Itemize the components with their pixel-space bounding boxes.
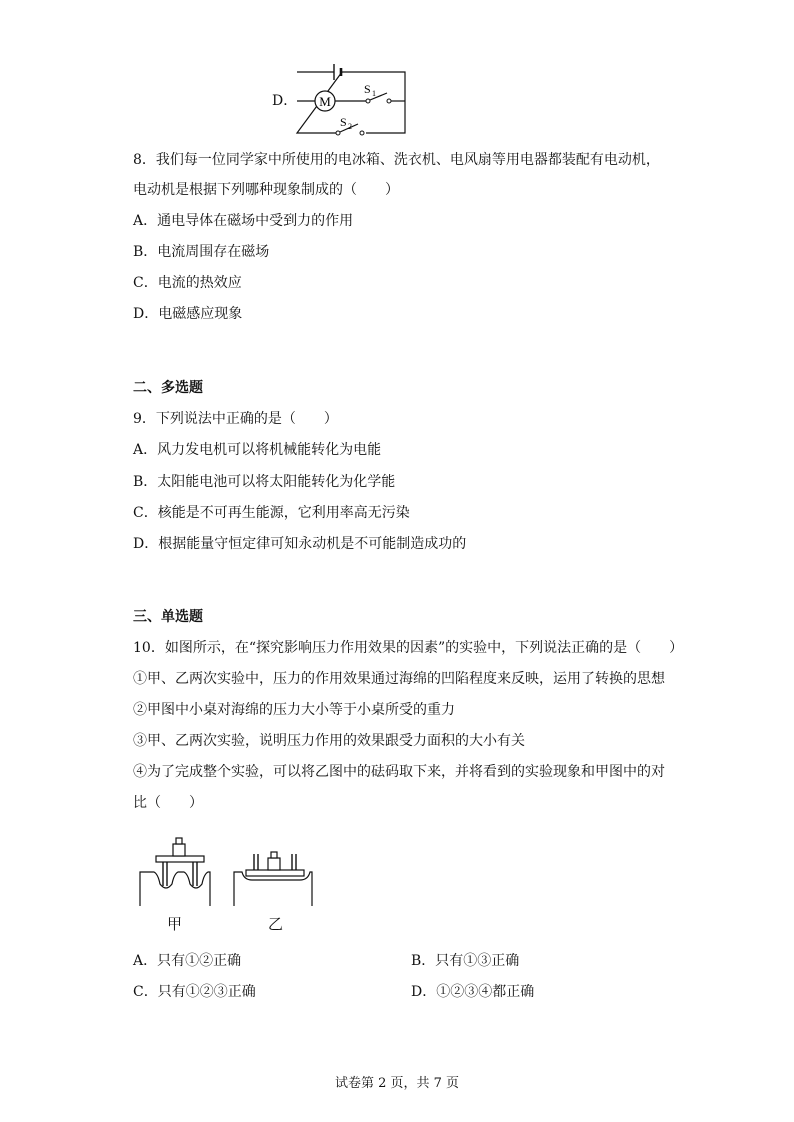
circuit-diagram: [292, 60, 414, 138]
page-footer: 试卷第 2 页，共 7 页: [334, 1076, 460, 1091]
q10-stem: 10．如图所示，在“探究影响压力作用效果的因素”的实验中，下列说法正确的是（ ）: [133, 640, 684, 656]
q8-option-d: D．电磁感应现象: [133, 306, 243, 322]
q9-stem: 9．下列说法中正确的是（ ）: [133, 411, 338, 427]
q9-option-c: C．核能是不可再生能源，它利用率高无污染: [133, 505, 410, 521]
q10-option-a: A．只有①②正确: [133, 953, 242, 969]
q8-stem-line2: 电动机是根据下列哪种现象制成的（ ）: [133, 182, 399, 198]
q9-option-b: B．太阳能电池可以将太阳能转化为化学能: [133, 474, 396, 490]
q8-option-b: B．电流周围存在磁场: [133, 244, 270, 260]
sponge-jia: [140, 872, 210, 906]
switch1-label: S: [364, 82, 371, 96]
q10-option-d: D．①②③④都正确: [411, 984, 535, 1000]
q9-option-d: D．根据能量守恒定律可知永动机是不可能制造成功的: [133, 536, 467, 552]
section-heading-multi-choice: 二、多选题: [133, 380, 203, 396]
q10-option-c: C．只有①②③正确: [133, 984, 256, 1000]
q10-statement-3: ③甲、乙两次实验，说明压力作用的效果跟受力面积的大小有关: [133, 733, 525, 749]
switch2-label: S: [340, 115, 347, 129]
q8-stem-line1: 8．我们每一位同学家中所使用的电冰箱、洗衣机、电风扇等用电器都装配有电动机，: [133, 152, 660, 168]
q10-statement-2: ②甲图中小桌对海绵的压力大小等于小桌所受的重力: [133, 702, 455, 718]
motor-label: M: [319, 94, 331, 109]
q10-statement-4: ④为了完成整个实验，可以将乙图中的砝码取下来，并将看到的实验现象和甲图中的对: [133, 764, 665, 780]
q7-option-d-label: D．: [272, 93, 298, 109]
figure-label-jia: 甲: [167, 915, 183, 933]
q10-option-b: B．只有①③正确: [411, 953, 520, 969]
q9-option-a: A．风力发电机可以将机械能转化为电能: [133, 442, 382, 458]
switch1-subscript: 1: [372, 89, 376, 98]
table-top-jia: [156, 856, 204, 862]
switch2-subscript: 2: [348, 122, 352, 131]
q10-statement-4-cont: 比（ ）: [133, 795, 203, 811]
sponge-experiment-figure: [136, 832, 316, 906]
weight-jia: [173, 844, 185, 856]
figure-label-yi: 乙: [268, 915, 284, 933]
q8-option-c: C．电流的热效应: [133, 275, 242, 291]
sponge-yi: [234, 872, 312, 906]
section-heading-single-choice: 三、单选题: [133, 609, 203, 625]
q8-option-a: A．通电导体在磁场中受到力的作用: [133, 213, 354, 229]
q10-statement-1: ①甲、乙两次实验中，压力的作用效果通过海绵的凹陷程度来反映，运用了转换的思想: [133, 671, 665, 687]
weight-yi: [268, 858, 280, 870]
table-top-yi: [246, 870, 304, 876]
